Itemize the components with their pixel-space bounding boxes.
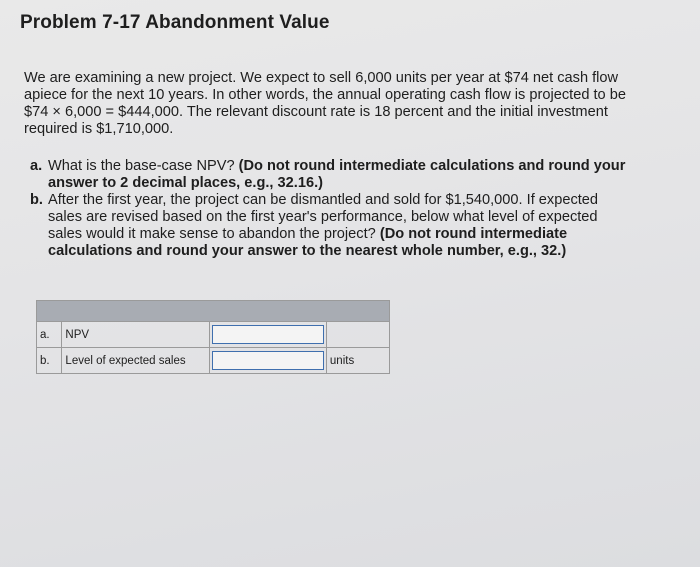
row-letter: b. [37, 348, 62, 374]
row-label: NPV [62, 322, 210, 348]
question-a-label: a. [30, 158, 43, 174]
question-b [30, 192, 630, 260]
expected-sales-input[interactable] [212, 351, 324, 370]
row-letter: a. [37, 322, 62, 348]
answer-table [36, 300, 390, 374]
question-b-label: b. [30, 192, 43, 208]
npv-input[interactable] [212, 325, 324, 344]
question-a [30, 158, 630, 192]
units-label: units [326, 348, 389, 374]
question-a-text: What is the base-case NPV? [48, 158, 235, 174]
answer-row-npv [37, 322, 390, 348]
row-label: Level of expected sales [62, 348, 210, 374]
question-b-text: After the first year, the project can be dismantled and sold for $1,540,000. If expected sales are revised based on the first year's performance, below what level of expected sales would it make sense to abandon the project? [48, 192, 599, 242]
answer-table-header [37, 301, 390, 322]
question-b-instruction: (Do not round intermediate calculations and round your answer to the nearest whole number, e.g., 32.) [48, 226, 568, 259]
question-list [30, 158, 630, 260]
answer-row-expected-sales [37, 348, 390, 374]
problem-title: Problem 7-17 Abandonment Value [20, 12, 330, 33]
row-unit [326, 322, 389, 348]
problem-intro: We are examining a new project. We expect to sell 6,000 units per year at $74 net cash flow apiece for the next 10 years. In other words, the annual operating cash flow is projected to be $74 × 6,000 = $444,000. The relevant discount rate is 18 percent and the initial investment required is $1,710,000. [24, 70, 626, 137]
question-a-instruction: (Do not round intermediate calculations and round your answer to 2 decimal places, e.g., 32.16.) [48, 158, 626, 191]
